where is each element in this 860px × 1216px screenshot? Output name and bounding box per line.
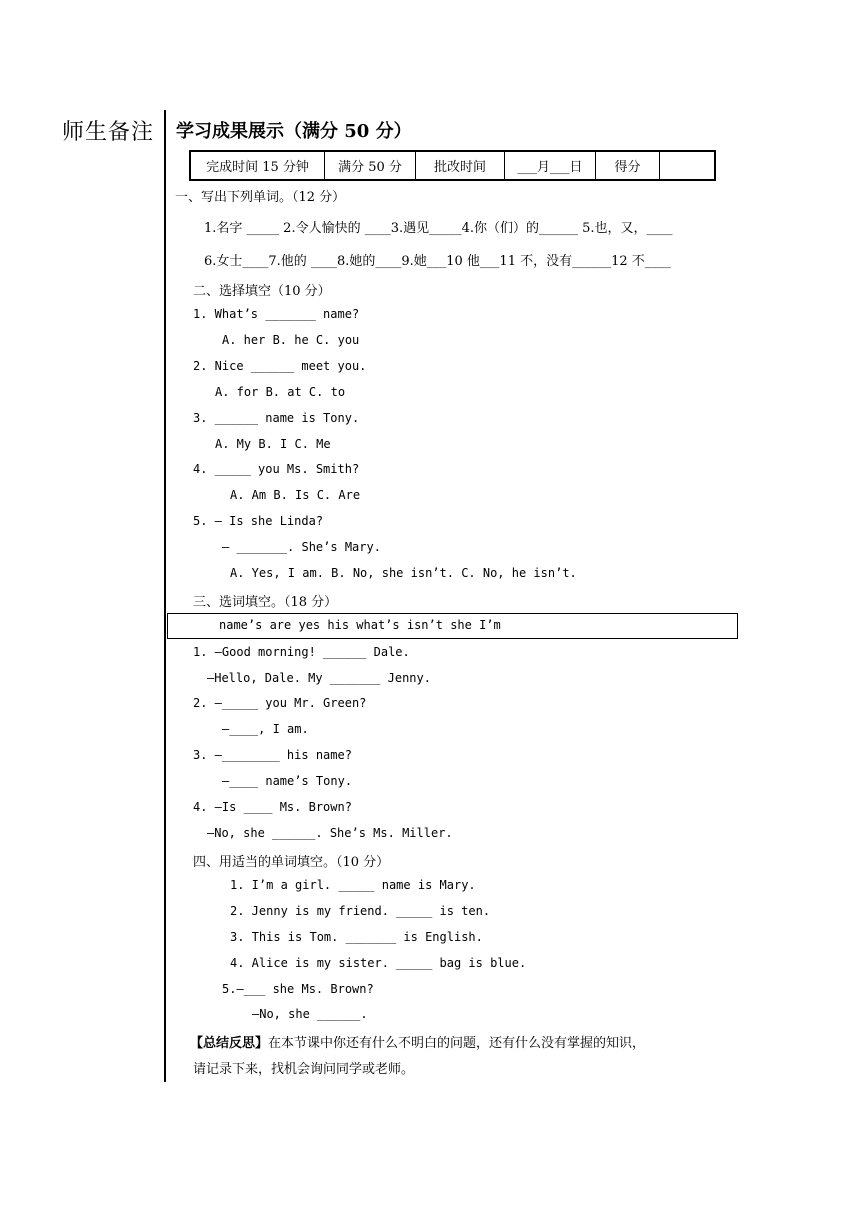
section3-q4a: 4. —Is ____ Ms. Brown? bbox=[193, 800, 352, 814]
section2-q1: 1. What’s _______ name? bbox=[193, 307, 360, 321]
score-cell-score-value[interactable] bbox=[660, 151, 716, 180]
reflection-text1: 在本节课中你还有什么不明白的问题，还有什么没有掌握的知识， bbox=[268, 1036, 646, 1051]
word-bank: name’s are yes his what’s isn’t she I’m bbox=[219, 618, 501, 632]
section2-heading: 二、选择填空（10 分） bbox=[193, 284, 331, 299]
section1-line1: 1.名字 _____ 2.令人愉快的 ____3.遇见_____4.你（们）的______ 5.也，又，____ bbox=[204, 221, 673, 236]
score-cell-time: 完成时间 15 分钟 bbox=[190, 151, 325, 180]
section2-q3: 3. ______ name is Tony. bbox=[193, 411, 360, 425]
score-table bbox=[189, 150, 716, 181]
reflection-label: 【总结反思】 bbox=[190, 1036, 269, 1051]
section3-q1b: —Hello, Dale. My _______ Jenny. bbox=[207, 671, 431, 685]
section2-q2-options: A. for B. at C. to bbox=[215, 385, 346, 399]
section4-q5a: 5.—___ she Ms. Brown? bbox=[222, 982, 374, 996]
section3-q1a: 1. —Good morning! ______ Dale. bbox=[193, 645, 410, 659]
reflection-line1 bbox=[190, 1032, 645, 1051]
section3-q2a: 2. —_____ you Mr. Green? bbox=[193, 696, 367, 710]
section3-q3a: 3. —________ his name? bbox=[193, 748, 352, 762]
reflection-line2: 请记录下来，找机会询问同学或老师。 bbox=[193, 1062, 415, 1077]
section2-q3-options: A. My B. I C. Me bbox=[215, 437, 331, 451]
score-cell-date: ___月___日 bbox=[505, 151, 596, 180]
score-cell-full-marks: 满分 50 分 bbox=[325, 151, 416, 180]
section3-q2b: —____, I am. bbox=[222, 722, 309, 736]
margin-divider bbox=[164, 110, 166, 1082]
section2-q5-line2: — _______. She’s Mary. bbox=[222, 540, 381, 554]
section4-q4: 4. Alice is my sister. _____ bag is blue. bbox=[230, 956, 527, 970]
section2-q5-options: A. Yes, I am. B. No, she isn’t. C. No, he isn’t. bbox=[230, 566, 577, 580]
score-cell-grading-time: 批改时间 bbox=[416, 151, 505, 180]
section1-heading: 一、写出下列单词。（12 分） bbox=[175, 190, 346, 205]
section4-q3: 3. This is Tom. _______ is English. bbox=[230, 930, 483, 944]
section2-q1-options: A. her B. he C. you bbox=[222, 333, 360, 347]
page-title: 学习成果展示（满分 50 分） bbox=[176, 121, 412, 142]
section2-q4-options: A. Am B. Is C. Are bbox=[230, 488, 361, 502]
section3-q4b: —No, she ______. She’s Ms. Miller. bbox=[207, 826, 453, 840]
section4-q1: 1. I’m a girl. _____ name is Mary. bbox=[230, 878, 476, 892]
section2-q5: 5. — Is she Linda? bbox=[193, 514, 324, 528]
section3-heading: 三、选词填空。（18 分） bbox=[193, 595, 338, 610]
side-note-label: 师生备注 bbox=[62, 120, 155, 145]
section4-q2: 2. Jenny is my friend. _____ is ten. bbox=[230, 904, 491, 918]
section2-q2: 2. Nice ______ meet you. bbox=[193, 359, 367, 373]
section1-line2: 6.女士____7.他的 ____8.她的____9.她___10 他___11 不，没有______12 不____ bbox=[204, 254, 671, 269]
section4-heading: 四、用适当的单词填空。（10 分） bbox=[193, 855, 390, 870]
score-cell-score-label: 得分 bbox=[596, 151, 660, 180]
section3-q3b: —____ name’s Tony. bbox=[222, 774, 353, 788]
section2-q4: 4. _____ you Ms. Smith? bbox=[193, 462, 360, 476]
section4-q5b: —No, she ______. bbox=[252, 1007, 368, 1021]
word-bank-box bbox=[167, 613, 738, 639]
